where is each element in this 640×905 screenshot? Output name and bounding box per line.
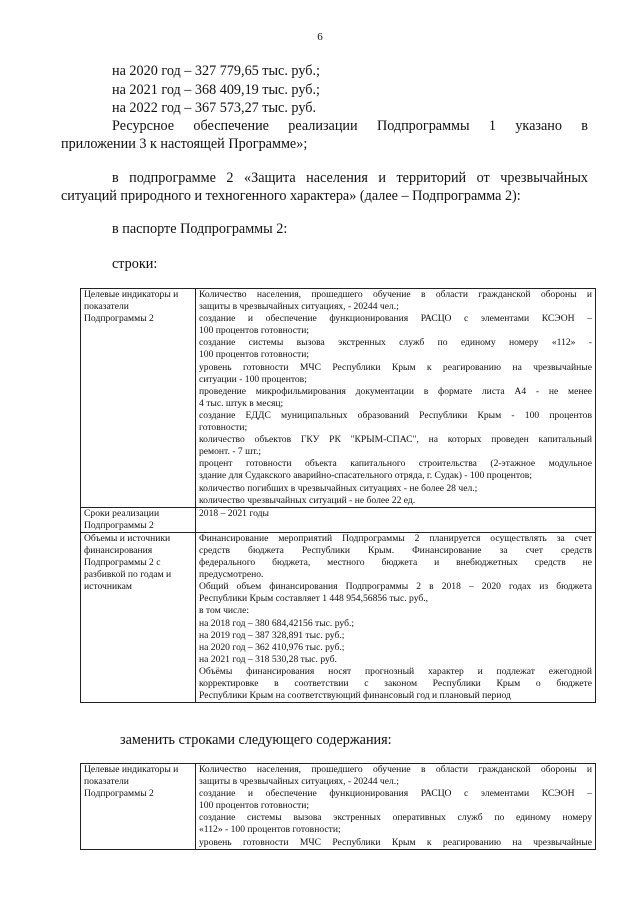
content-line: количество объектов ГКУ РК "КРЫМ-СПАС", на которых проведен капитальный [199,434,592,446]
row-content [196,764,596,850]
label-line: Целевые индикаторы и [84,764,179,775]
row-content [196,507,596,532]
content-line: 100 процентов готовности; [199,800,310,812]
label-line: Подпрограммы 2 [84,313,154,325]
paragraph-line: на 2022 год – 367 573,27 тыс. руб. [112,100,317,116]
content-line: создание системы вызова экстренных служб по единому номеру «112» - [199,337,592,349]
label-line: Целевые индикаторы и [84,289,179,300]
row-label [81,764,196,850]
content-line: уровень готовности МЧС Республики Крым к реагированию на чрезвычайные [199,836,592,848]
content-line: количество чрезвычайных ситуаций - не более 22 ед. [199,494,416,506]
content-line: 2018 – 2021 годы [199,507,269,519]
content-line: Объёмы финансирования носят прогнозный характер и подлежат ежегодной [199,665,592,677]
content-line: готовности; [199,422,248,434]
row-content [196,289,596,508]
content-line: процент готовности объекта капитального строительства (2-этажное модульное [199,458,592,470]
content-line: на 2019 год – 387 328,891 тыс. руб.; [199,629,345,641]
label-line: показатели [84,776,129,788]
content-line: Общий объем финансирования Подпрограммы 2 в 2018 – 2020 годах из бюджета [199,581,592,593]
content-line: в том числе: [199,605,250,617]
content-line: Количество населения, прошедшего обучение в области гражданской обороны и [199,289,592,300]
content-line: здание для Судакского аварийно-спасательного отряда, г. Судак) - 100 процентов; [199,470,532,482]
label-line: разбивкой по годам и [84,569,172,581]
content-line: проведение микрофильмирования документации в формате листа А4 - не менее [199,385,592,397]
row-label [81,532,196,702]
content-line: защиты в чрезвычайных ситуациях, - 20244 чел.; [199,776,399,788]
content-line: средств бюджета Республики Крым. Финансирование за счет средств [199,544,592,556]
row-label [81,289,196,508]
paragraph-line: приложении 3 к настоящей Программе»; [61,136,308,152]
paragraph-line: строки: [112,256,158,272]
paragraph-line: в паспорте Подпрограммы 2: [112,221,288,237]
content-line: ситуации - 100 процентов; [199,373,307,385]
paragraph-line: Ресурсное обеспечение реализации Подпрограммы 1 указано в [112,118,588,134]
content-line: предусмотрено. [199,569,264,581]
label-line: Сроки реализации [84,507,160,519]
label-line: источникам [84,581,132,593]
paragraph-line: в подпрограмме 2 «Защита населения и территорий от чрезвычайных [112,170,588,186]
content-line: «112» - 100 процентов готовности; [199,824,341,836]
content-line: уровень готовности МЧС Республики Крым к реагированию на чрезвычайные [199,361,592,373]
page-number: 6 [317,31,323,43]
content-line: создание системы вызова экстренных оперативных служб по единому номеру [199,812,592,824]
label-line: финансирования [84,544,153,556]
label-line: показатели [84,301,129,313]
paragraph-line: на 2020 год – 327 779,65 тыс. руб.; [112,63,320,79]
paragraph-line: на 2021 год – 368 409,19 тыс. руб.; [112,82,320,98]
content-line: на 2018 год – 380 684,42156 тыс. руб.; [199,617,355,629]
row-label [81,507,196,532]
content-line: создание и обеспечение функционирования РАСЦО с элементами КСЭОН – [199,788,592,800]
table-row [81,289,596,508]
content-line: ремонт. - 7 шт.; [199,446,262,458]
table-row [81,764,596,850]
label-line: Объемы и источники [84,532,171,544]
label-line: Подпрограммы 2 с [84,557,161,569]
label-line: Подпрограммы 2 [84,788,154,800]
content-line: корректировке в соответствии с законом Республики Крым о бюджете [199,678,592,689]
table-row [81,507,596,532]
passport-table-new [80,763,596,850]
content-line: защиты в чрезвычайных ситуациях, - 20244 чел.; [199,301,399,313]
content-line: создание и обеспечение функционирования РАСЦО с элементами КСЭОН – [199,313,592,325]
content-line: федерального бюджета, местного бюджета и внебюджетных средств не [199,557,592,569]
content-line: количество погибших в чрезвычайных ситуациях - не более 28 чел.; [199,482,478,494]
content-line: 4 тыс. штук в месяц; [199,397,284,409]
content-line: Финансирование мероприятий Подпрограммы 2 планируется осуществлять за счет [199,532,592,544]
passport-table-old [80,288,596,703]
content-line: на 2020 год – 362 410,976 тыс. руб.; [199,641,345,653]
content-line: на 2021 год – 318 530,28 тыс. руб. [199,653,337,665]
content-line: Республики Крым составляет 1 448 954,56856 тыс. руб., [199,593,429,605]
paragraph-line: заменить строками следующего содержания: [120,732,392,748]
content-line: Республики Крым на соответствующий финансовый год и плановый период [199,690,511,702]
paragraph-line: ситуаций природного и техногенного характера» (далее – Подпрограмма 2): [61,188,521,204]
content-line: создание ЕДДС муниципальных образований Республики Крым - 100 процентов [199,409,592,421]
content-line: Количество населения, прошедшего обучение в области гражданской обороны и [199,764,592,775]
content-line: 100 процентов готовности; [199,349,310,361]
row-content [196,532,596,702]
table-row [81,532,596,702]
content-line: 100 процентов готовности; [199,325,310,337]
label-line: Подпрограммы 2 [84,519,154,531]
